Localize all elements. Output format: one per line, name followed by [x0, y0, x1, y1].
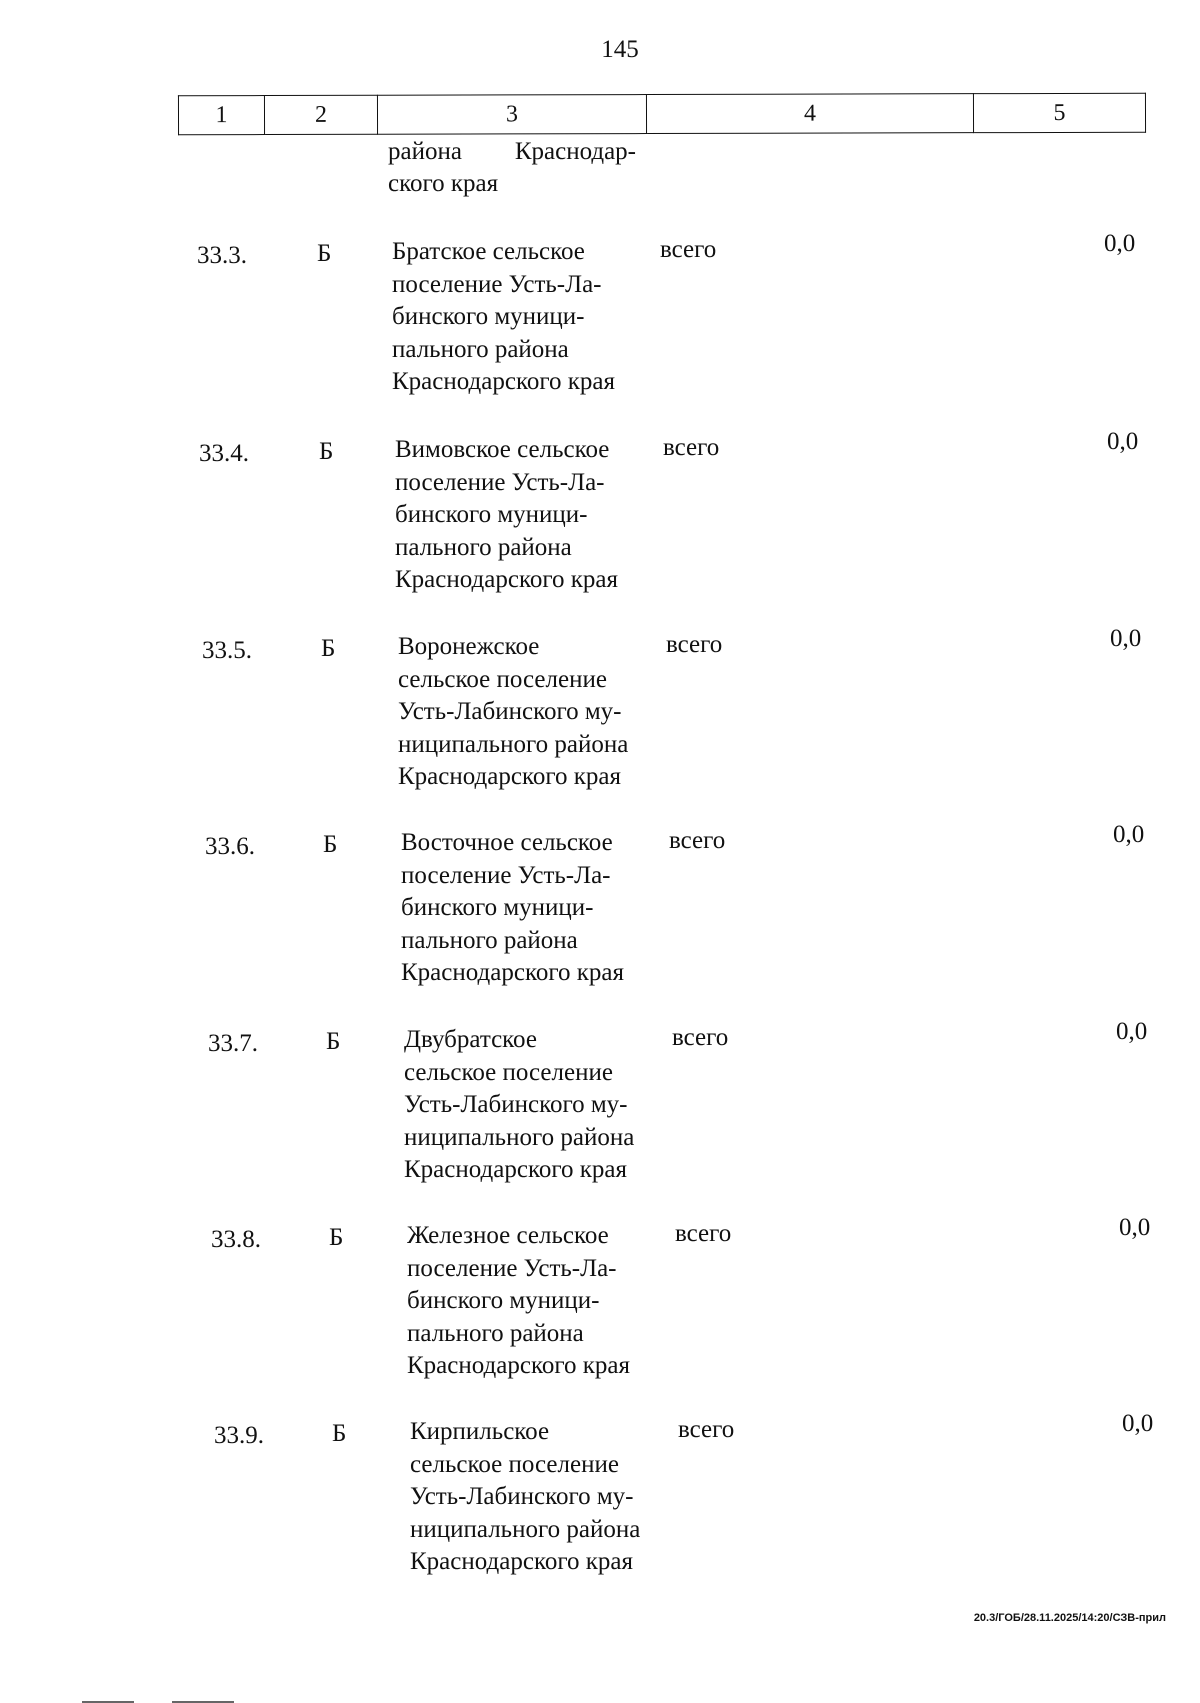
row-name [401, 827, 649, 990]
row-total-label: всего [660, 236, 717, 263]
row-total-label: всего [672, 1024, 729, 1051]
row-name-line: пального района [407, 1319, 584, 1347]
row-category: Б [317, 240, 332, 267]
row-category: Б [321, 635, 336, 662]
row-category: Б [323, 831, 338, 858]
continuation-text [388, 136, 636, 200]
row-name-line: пального района [401, 926, 578, 954]
row-value: 0,0 [1116, 1018, 1148, 1045]
row-value: 0,0 [1122, 1410, 1154, 1437]
row-name-line: поселение Усть-Ла- [407, 1254, 617, 1282]
row-name-line: пального района [395, 533, 572, 561]
row-name-line: Двубратское [404, 1026, 537, 1053]
row-category: Б [326, 1028, 341, 1055]
row-name-line: Краснодарского края [407, 1352, 630, 1379]
row-number: 33.3. [197, 242, 247, 269]
row-name-line: бинского муници- [401, 894, 594, 921]
continuation-line: ского края [388, 170, 499, 197]
row-name-line: Кирпильское [410, 1418, 550, 1445]
document-code: 20.3/ГОБ/28.11.2025/14:20/СЗВ-прил [973, 1612, 1166, 1624]
row-total-label: всего [669, 827, 726, 854]
row-name-line: ниципального района [404, 1123, 635, 1151]
row-name-line: сельское поселение [398, 665, 607, 693]
row-name-line: сельское поселение [410, 1450, 619, 1478]
row-value: 0,0 [1107, 428, 1139, 455]
table-row [0, 428, 1200, 634]
row-name-line: сельское поселение [404, 1058, 613, 1086]
row-name-line: бинского муници- [395, 501, 588, 528]
row-total-label: всего [675, 1220, 732, 1247]
row-name-line: Железное сельское [407, 1222, 609, 1249]
row-name-line: Краснодарского края [410, 1548, 633, 1575]
column-header-table [178, 93, 1146, 136]
row-number: 33.4. [199, 440, 249, 467]
row-name-line: Краснодарского края [395, 566, 618, 593]
column-header-1: 1 [178, 96, 264, 135]
row-name-line: Усть-Лабинского му- [404, 1091, 628, 1118]
table-row [0, 1214, 1200, 1420]
page-number: 145 [601, 36, 639, 63]
row-value: 0,0 [1104, 230, 1136, 257]
row-name [398, 631, 646, 794]
row-name-line: Вимовское сельское [395, 436, 610, 463]
row-name-line: ниципального района [410, 1515, 641, 1543]
row-name-line: ниципального района [398, 730, 629, 758]
row-name [395, 434, 643, 597]
table-row [0, 625, 1200, 831]
row-name-line: Краснодарского края [392, 368, 615, 395]
row-name-line: поселение Усть-Ла- [392, 270, 602, 298]
row-total-label: всего [663, 434, 720, 461]
row-number: 33.6. [205, 833, 255, 860]
column-header-4: 4 [646, 94, 973, 134]
row-name-line: Краснодарского края [404, 1156, 627, 1183]
table-row [0, 1018, 1200, 1224]
row-category: Б [319, 438, 334, 465]
column-header-5: 5 [973, 93, 1145, 132]
row-name-line: бинского муници- [392, 303, 585, 330]
row-value: 0,0 [1113, 821, 1145, 848]
row-number: 33.9. [214, 1422, 264, 1449]
column-header-2: 2 [264, 95, 377, 134]
row-name-line: Усть-Лабинского му- [398, 698, 622, 725]
continuation-line: района Краснодар- [388, 138, 636, 165]
row-name-line: Братское сельское [392, 238, 585, 265]
row-number: 33.5. [202, 637, 252, 664]
row-name-line: Краснодарского края [401, 959, 624, 986]
row-name-line: бинского муници- [407, 1287, 600, 1314]
row-number: 33.7. [208, 1030, 258, 1057]
row-value: 0,0 [1119, 1214, 1151, 1241]
row-name [404, 1024, 652, 1187]
row-category: Б [332, 1420, 347, 1447]
row-total-label: всего [678, 1416, 735, 1443]
row-name-line: поселение Усть-Ла- [401, 861, 611, 889]
row-total-label: всего [666, 631, 723, 658]
row-category: Б [329, 1224, 344, 1251]
table-row [0, 230, 1200, 436]
row-name [410, 1416, 658, 1579]
row-name-line: Усть-Лабинского му- [410, 1483, 634, 1510]
table-row [0, 1410, 1200, 1616]
row-name-line: Воронежское [398, 633, 540, 660]
column-header-row [178, 93, 1145, 135]
row-number: 33.8. [211, 1226, 261, 1253]
row-name [392, 236, 640, 399]
row-value: 0,0 [1110, 625, 1142, 652]
row-name-line: пального района [392, 335, 569, 363]
table-row [0, 821, 1200, 1027]
row-name-line: Краснодарского края [398, 763, 621, 790]
column-header-3: 3 [377, 95, 646, 135]
row-name-line: Восточное сельское [401, 829, 613, 856]
row-name [407, 1220, 655, 1383]
row-name-line: поселение Усть-Ла- [395, 468, 605, 496]
